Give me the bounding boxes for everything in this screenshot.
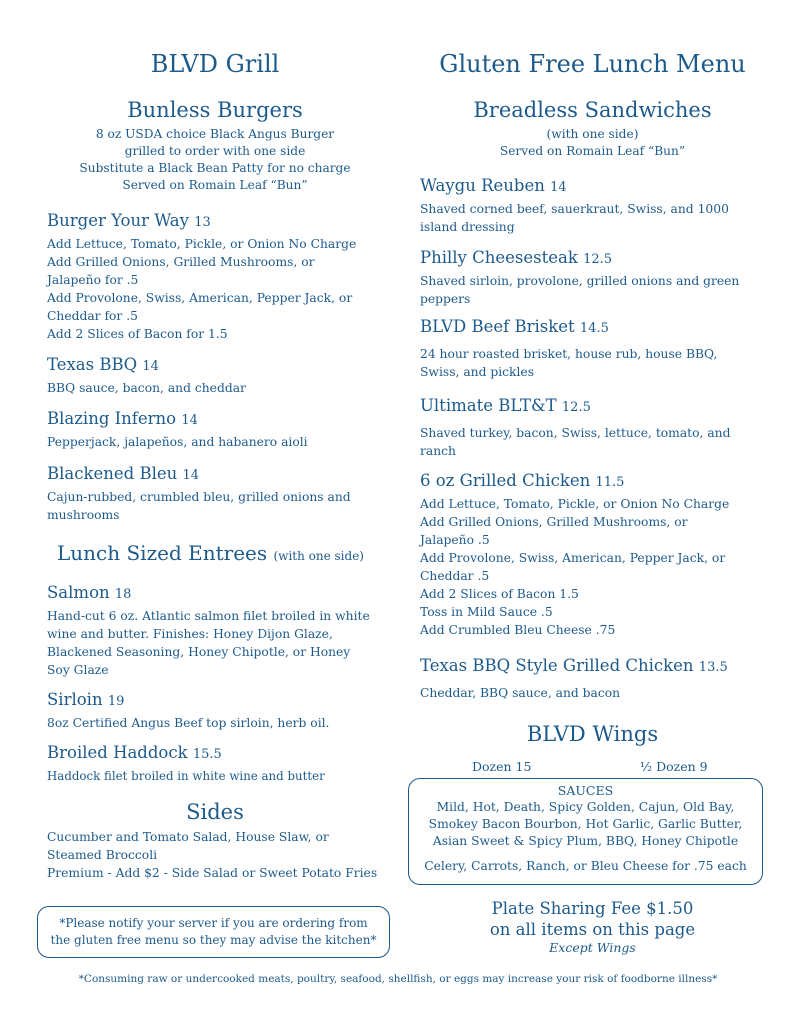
menu-item-grilled-chicken: 6 oz Grilled Chicken 11.5 Add Lettuce, Tomato, Pickle, or Onion No Charge Add Grilled Onions, Grilled Mushrooms, or Jalapeño .5 Add Provolone, Swiss, American, Pepper Jack, or Cheddar .5 Add 2 Slices of Bacon 1.5 Toss in Mild Sauce .5 Add Crumbled Bleu Cheese .75 (420, 471, 730, 637)
gluten-free-notice-box: *Please notify your server if you are ordering from the gluten free menu so they may advise the kitchen* (37, 906, 390, 958)
sides-list: Cucumber and Tomato Salad, House Slaw, or Steamed Broccoli Premium - Add $2 - Side Salad or Sweet Potato Fries (47, 830, 378, 880)
menu-title: Gluten Free Lunch Menu (439, 50, 746, 78)
plate-sharing-fee: Plate Sharing Fee $1.50 on all items on this page Except Wings (489, 899, 696, 955)
breadless-sandwiches-description: (with one side) Served on Romain Leaf “Bun” (499, 127, 686, 158)
menu-item-blvd-beef-brisket: BLVD Beef Brisket 14.5 24 hour roasted brisket, house rub, house BBQ, Swiss, and pickles (420, 317, 718, 379)
menu-item-ultimate-bltt: Ultimate BLT&T 12.5 Shaved turkey, bacon, Swiss, lettuce, tomato, and ranch (420, 396, 731, 458)
foodborne-illness-disclaimer: *Consuming raw or undercooked meats, poultry, seafood, shellfish, or eggs may increase your risk of foodborne illness* (78, 973, 718, 985)
menu-item-salmon: Salmon 18 Hand-cut 6 oz. Atlantic salmon filet broiled in white wine and butter. Finishes: Honey Dijon Glaze, Blackened Seasoning, Honey Chipotle, or Honey Soy Glaze (47, 583, 370, 677)
lunch-entrees-heading: Lunch Sized Entrees (with one side) (57, 541, 364, 565)
blvd-wings-heading: BLVD Wings (526, 722, 659, 746)
menu-item-philly-cheesesteak: Philly Cheesesteak 12.5 Shaved sirloin, provolone, grilled onions and green peppers (420, 248, 740, 306)
bunless-burgers-heading: Bunless Burgers (127, 98, 303, 122)
restaurant-title: BLVD Grill (150, 50, 280, 78)
sauces-list: Mild, Hot, Death, Spicy Golden, Cajun, Old Bay, Smokey Bacon Bourbon, Hot Garlic, Garlic Butter, Asian Sweet & Spicy Plum, BBQ, Honey Chipotle (428, 800, 743, 848)
menu-item-texas-bbq-chicken: Texas BBQ Style Grilled Chicken 13.5 Cheddar, BBQ sauce, and bacon (420, 656, 728, 700)
menu-item-blazing-inferno: Blazing Inferno 14 Pepperjack, jalapeños, and habanero aioli (47, 409, 308, 449)
sides-heading: Sides (186, 800, 244, 824)
wings-half-dozen-price: ½ Dozen 9 (640, 759, 708, 774)
menu-item-texas-bbq: Texas BBQ 14 BBQ sauce, bacon, and cheddar (47, 355, 246, 395)
wings-extras: Celery, Carrots, Ranch, or Bleu Cheese for .75 each (424, 859, 747, 873)
bunless-burgers-description: 8 oz USDA choice Black Angus Burger grilled to order with one side Substitute a Black Bean Patty for no charge Served on Romain Leaf “Bun” (79, 127, 351, 192)
breadless-sandwiches-heading: Breadless Sandwiches (473, 98, 712, 122)
menu-item-burger-your-way: Burger Your Way 13 Add Lettuce, Tomato, Pickle, or Onion No Charge Add Grilled Onions, Grilled Mushrooms, or Jalapeño for .5 Add Provolone, Swiss, American, Pepper Jack, or Cheddar for .5 Add 2 Slices of Bacon for 1.5 (47, 211, 357, 341)
wings-dozen-price: Dozen 15 (472, 759, 532, 774)
menu-item-blackened-bleu: Blackened Bleu 14 Cajun-rubbed, crumbled bleu, grilled onions and mushrooms (47, 464, 351, 522)
sauces-box (408, 778, 763, 885)
menu-item-waygu-reuben: Waygu Reuben 14 Shaved corned beef, sauerkraut, Swiss, and 1000 island dressing (420, 176, 729, 234)
menu-item-broiled-haddock: Broiled Haddock 15.5 Haddock filet broiled in white wine and butter (47, 743, 325, 783)
menu-item-sirloin: Sirloin 19 8oz Certified Angus Beef top sirloin, herb oil. (47, 690, 330, 730)
sauces-title: SAUCES (557, 783, 614, 798)
